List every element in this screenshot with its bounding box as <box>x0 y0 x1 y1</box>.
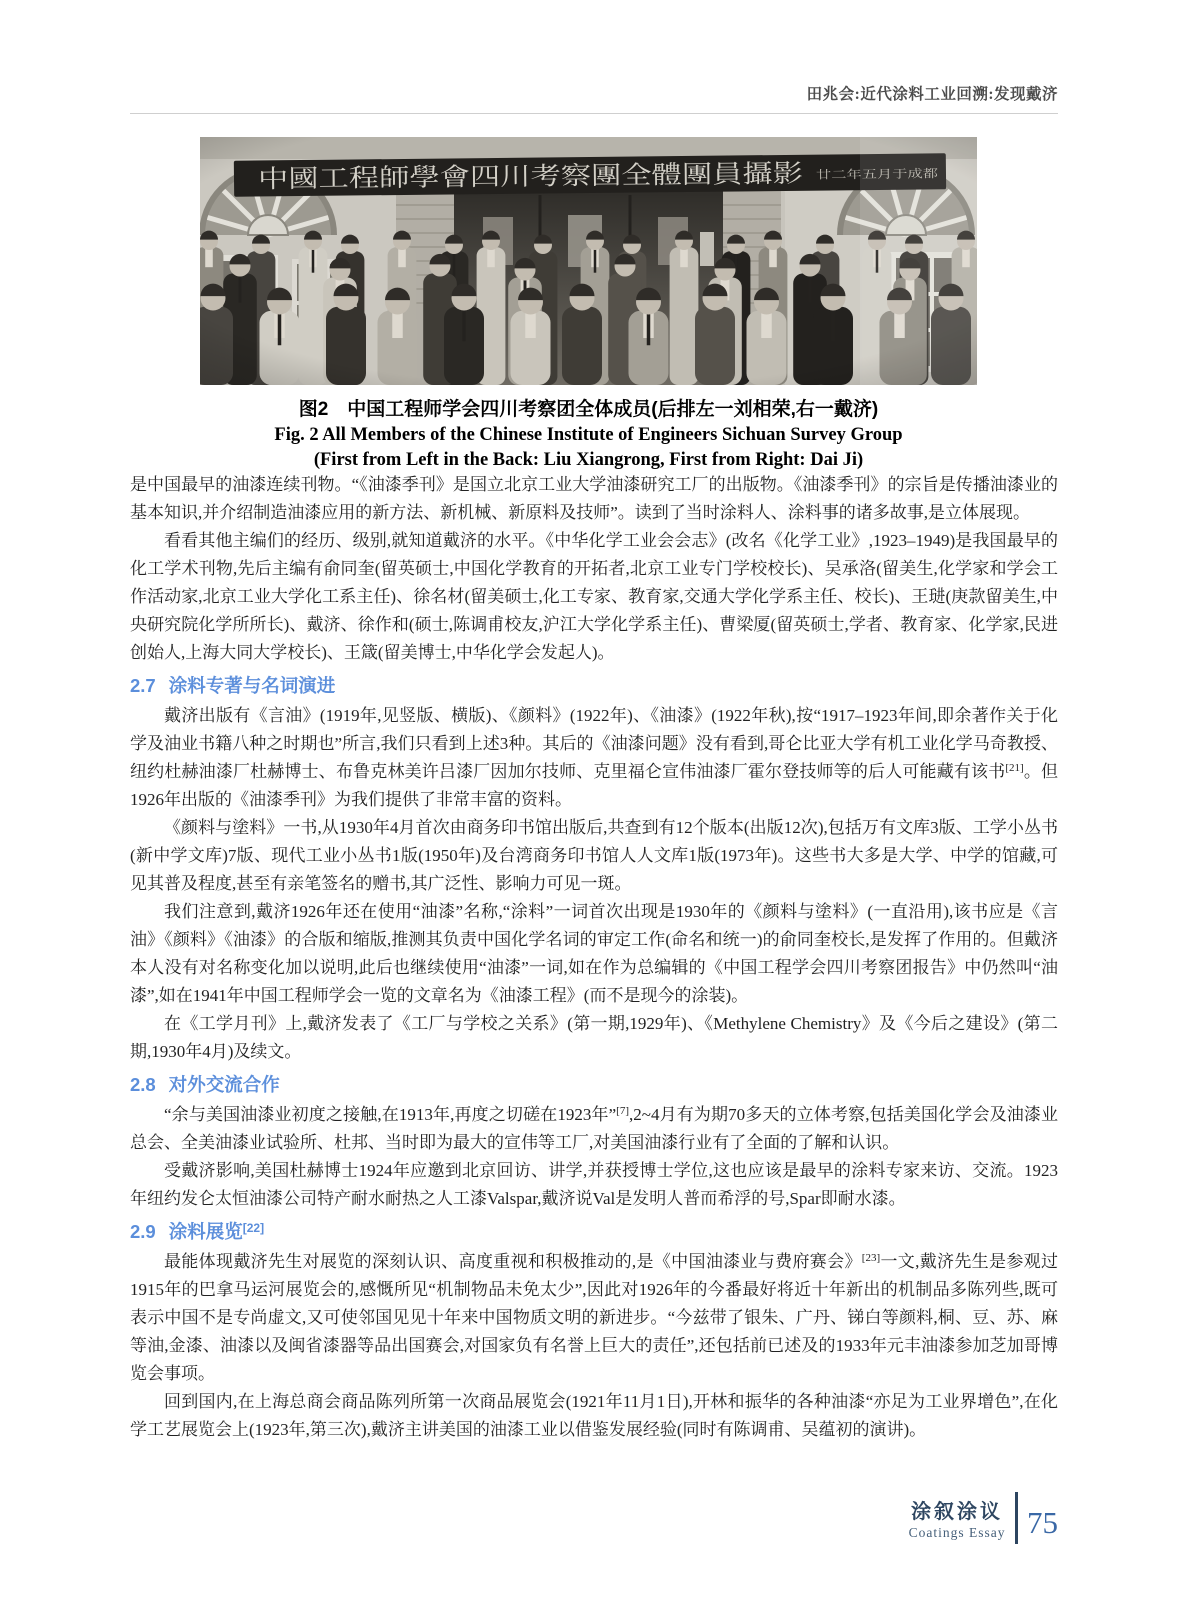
paragraph: 回到国内,在上海总商会商品陈列所第一次商品展览会(1921年11月1日),开林和振华的各种油漆“亦足为工业界增色”,在化学工艺展览会上(1923年,第三次),戴济主讲美国的油漆工业以借鉴发展经验(同时有陈调甫、吴蕴初的演讲)。 <box>130 1392 1058 1439</box>
page-footer <box>909 1492 1058 1544</box>
figure-caption-en-line1: Fig. 2 All Members of the Chinese Institute of Engineers Sichuan Survey Group <box>274 425 903 445</box>
paragraph: 是中国最早的油漆连续刊物。“《油漆季刊》是国立北京工业大学油漆研究工厂的出版物。《油漆季刊》的宗旨是传播油漆业的基本知识,并介绍制造油漆应用的新方法、新机械、新原料及技师”。读到了当时涂料人、涂料事的诸多故事,是立体展现。 <box>130 475 1058 522</box>
paragraph: 《颜料与塗料》一书,从1930年4月首次由商务印书馆出版后,共查到有12个版本(出版12次),包括万有文库3版、工学小丛书(新中学文库)7版、现代工业小丛书1版(1950年)及台湾商务印书馆人人文库1版(1973年)。这些书大多是大学、中学的馆藏,可见其普及程度,甚至有亲笔签名的赠书,其广泛性、影响力可见一斑。 <box>130 818 1058 893</box>
footer-divider <box>1015 1492 1019 1544</box>
journal-name-cn: 涂叙涂议 <box>911 1501 1004 1523</box>
paragraph: 戴济出版有《言油》(1919年,见竖版、横版)、《颜料》(1922年)、《油漆》(1922年秋),按“1917–1923年间,即余著作关于化学及油业书籍八种之时期也”所言,我们只看到上述3种。其后的《油漆问题》没有看到,哥仑比亚大学有机工业化学马奇教授、纽约杜赫油漆厂杜赫博士、布鲁克林美许吕漆厂因加尔技师、克里福仑宣伟油漆厂霍尔登技师等的后人可能藏有该书[21]。但1926年出版的《油漆季刊》为我们提供了非常丰富的资料。 <box>130 706 1058 809</box>
page-number: 75 <box>1027 1505 1058 1540</box>
paragraph: 最能体现戴济先生对展览的深刻认识、高度重视和积极推动的,是《中国油漆业与费府赛会》[23]一文,戴济先生是参观过1915年的巴拿马运河展览会的,感慨所见“机制物品未免太少”,因此对1926年的今番最好将近十年新出的机制品多陈列些,既可表示中国不是专尚虚文,又可使邻国见见十年来中国物质文明的新进步。“今兹带了银朱、广丹、锑白等颜料,桐、豆、苏、麻等油,金漆、油漆以及闽省漆器等品出国赛会,对国家负有名誉上巨大的责任”,还包括前已述及的1933年元丰油漆参加芝加哥博览会事项。 <box>130 1252 1059 1383</box>
journal-name-block <box>909 1495 1006 1541</box>
paragraph: 我们注意到,戴济1926年还在使用“油漆”名称,“涂料”一词首次出现是1930年的《颜料与塗料》(一直沿用),该书应是《言油》《颜料》《油漆》的合版和缩版,推测其负责中国化学名词的审定工作(命名和统一)的俞同奎校长,是发挥了作用的。但戴济本人没有对名称变化加以说明,此后也继续使用“油漆”一词,如在作为总编辑的《中国工程学会四川考察团报告》中仍然叫“油漆”,如在1941年中国工程师学会一览的文章名为《油漆工程》(而不是现今的涂装)。 <box>130 902 1058 1005</box>
figure-caption <box>200 394 977 471</box>
running-header <box>130 82 1058 114</box>
figure-caption-en-line2: (First from Left in the Back: Liu Xiangrong, First from Right: Dai Ji) <box>313 450 864 470</box>
journal-name-en: Coatings Essay <box>908 1525 1006 1540</box>
paragraph: “余与美国油漆业初度之接触,在1913年,再度之切磋在1923年”[7],2~4月有为期70多天的立体考察,包括美国化学会及油漆业总会、全美油漆业试验所、杜邦、当时即为最大的宣伟等工厂,对美国油漆行业有了全面的了解和认识。 <box>130 1105 1058 1152</box>
paragraph: 看看其他主编们的经历、级别,就知道戴济的水平。《中华化学工业会会志》(改名《化学工业》,1923–1949)是我国最早的化工学术刊物,先后主编有俞同奎(留英硕士,中国化学教育的开拓者,北京工业专门学校校长)、吴承洛(留美生,化学家和学会工作活动家,北京工业大学化工系主任)、徐名材(留美硕士,化工专家、教育家,交通大学化学系主任、校长)、王琎(庚款留美生,中央研究院化学所所长)、戴济、徐作和(硕士,陈调甫校友,沪江大学化学系主任)、曹梁厦(留英硕士,学者、教育家、化学家,民进创始人,上海大同大学校长)、王箴(留美博士,中华化学会发起人)。 <box>130 531 1058 662</box>
section-heading: 2.9 涂料展览[22] <box>130 1221 265 1242</box>
figure-caption-cn: 图2 中国工程师学会四川考察团全体成员(后排左一刘相荣,右一戴济) <box>298 399 879 420</box>
figure-2 <box>200 137 977 471</box>
paragraph: 受戴济影响,美国杜赫博士1924年应邀到北京回访、讲学,并获授博士学位,这也应该是最早的涂料专家来访、交流。1923年纽约发仑太恒油漆公司特产耐水耐热之人工漆Valspar,戴济说Val是发明人普而希浮的号,Spar即耐水漆。 <box>130 1161 1058 1208</box>
group-photo <box>200 137 977 385</box>
group-photo-svg <box>200 137 977 385</box>
running-title: 田兆会:近代涂料工业回溯:发现戴济 <box>806 86 1058 103</box>
section-heading: 2.7 涂料专著与名词演进 <box>130 675 336 696</box>
section-heading: 2.8 对外交流合作 <box>130 1074 280 1095</box>
article-body <box>130 471 1058 1444</box>
paragraph: 在《工学月刊》上,戴济发表了《工厂与学校之关系》(第一期,1929年)、《Methylene Chemistry》及《今后之建设》(第二期,1930年4月)及续文。 <box>130 1014 1058 1061</box>
